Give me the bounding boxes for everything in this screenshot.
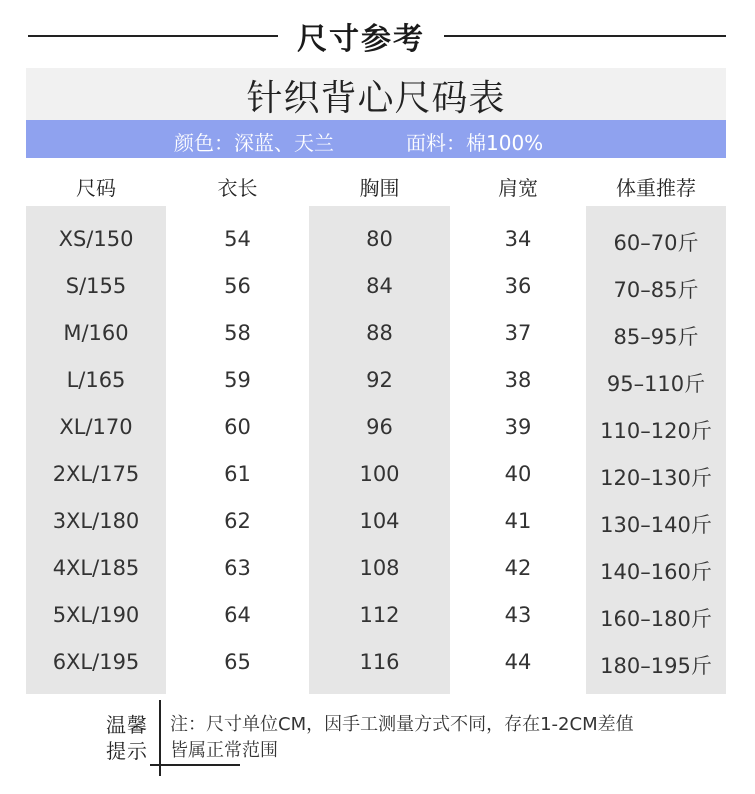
- shoulder-cell: 37: [504, 321, 532, 345]
- shoulder-cell: 41: [504, 509, 532, 533]
- weight-cell: 95–110斤: [606, 372, 706, 396]
- chest-cell: 100: [359, 462, 400, 486]
- column-header-shoulder: 肩宽: [498, 176, 538, 200]
- tips-note-line2: 皆属正常范围: [170, 740, 278, 761]
- shoulder-cell: 36: [504, 274, 532, 298]
- table-row: [26, 588, 726, 635]
- section-header: [0, 0, 755, 68]
- size-cell: S/155: [65, 274, 127, 298]
- header-line-left: [28, 35, 278, 37]
- shoulder-cell: 34: [504, 227, 532, 251]
- weight-cell: 130–140斤: [600, 513, 712, 537]
- length-cell: 60: [224, 415, 251, 439]
- table-row: [26, 212, 726, 259]
- weight-cell: 140–160斤: [600, 560, 712, 584]
- size-cell: 2XL/175: [52, 462, 140, 486]
- length-cell: 65: [224, 650, 251, 674]
- size-cell: 6XL/195: [52, 650, 140, 674]
- weight-cell: 120–130斤: [600, 466, 712, 490]
- length-cell: 63: [224, 556, 251, 580]
- length-cell: 58: [224, 321, 251, 345]
- table-title: 针织背心尺码表: [246, 78, 506, 119]
- length-cell: 61: [224, 462, 251, 486]
- section-title: 尺寸参考: [297, 22, 425, 57]
- tips-note-line1: 注：尺寸单位CM，因手工测量方式不同，存在1-2CM差值: [170, 714, 634, 735]
- fabric-info: 面料：棉100%: [406, 131, 544, 155]
- table-title-band: [26, 68, 726, 120]
- tips-section: [0, 700, 755, 794]
- chest-cell: 80: [366, 227, 393, 251]
- chest-cell: 88: [366, 321, 393, 345]
- table-row: [26, 447, 726, 494]
- shoulder-cell: 39: [504, 415, 532, 439]
- weight-cell: 70–85斤: [613, 278, 699, 302]
- table-row: [26, 306, 726, 353]
- size-cell: M/160: [63, 321, 129, 345]
- header-line-right: [444, 35, 726, 37]
- chest-cell: 92: [366, 368, 393, 392]
- shoulder-cell: 43: [504, 603, 532, 627]
- table-row: [26, 635, 726, 682]
- column-header-size: 尺码: [76, 176, 116, 200]
- table-row: [26, 541, 726, 588]
- weight-cell: 160–180斤: [600, 607, 712, 631]
- length-cell: 62: [224, 509, 251, 533]
- weight-cell: 60–70斤: [613, 231, 699, 255]
- size-cell: L/165: [66, 368, 126, 392]
- chest-cell: 108: [359, 556, 400, 580]
- table-row: [26, 400, 726, 447]
- size-cell: 3XL/180: [52, 509, 140, 533]
- chest-cell: 84: [366, 274, 393, 298]
- length-cell: 64: [224, 603, 251, 627]
- weight-cell: 85–95斤: [613, 325, 699, 349]
- tips-divider-horizontal: [150, 764, 240, 766]
- shoulder-cell: 38: [504, 368, 532, 392]
- shoulder-cell: 44: [504, 650, 532, 674]
- size-cell: 5XL/190: [52, 603, 140, 627]
- chest-cell: 96: [366, 415, 393, 439]
- shoulder-cell: 42: [504, 556, 532, 580]
- tips-label-line1: 温馨: [106, 713, 148, 737]
- product-info-band: [26, 120, 726, 158]
- chest-cell: 116: [359, 650, 400, 674]
- column-header-weight: 体重推荐: [616, 176, 696, 200]
- size-cell: XL/170: [59, 415, 133, 439]
- length-cell: 56: [224, 274, 251, 298]
- size-cell: 4XL/185: [52, 556, 140, 580]
- color-info: 颜色：深蓝、天兰: [174, 131, 334, 155]
- column-header-length: 衣长: [217, 176, 258, 200]
- length-cell: 59: [224, 368, 251, 392]
- chest-cell: 104: [359, 509, 400, 533]
- weight-cell: 110–120斤: [600, 419, 712, 443]
- shoulder-cell: 40: [504, 462, 532, 486]
- table-row: [26, 353, 726, 400]
- column-header-chest: 胸围: [359, 176, 400, 200]
- table-row: [26, 259, 726, 306]
- weight-cell: 180–195斤: [600, 654, 712, 678]
- length-cell: 54: [224, 227, 251, 251]
- table-row: [26, 494, 726, 541]
- size-cell: XS/150: [58, 227, 134, 251]
- table-header-row: [26, 160, 726, 206]
- chest-cell: 112: [359, 603, 400, 627]
- tips-label-line2: 提示: [106, 739, 148, 763]
